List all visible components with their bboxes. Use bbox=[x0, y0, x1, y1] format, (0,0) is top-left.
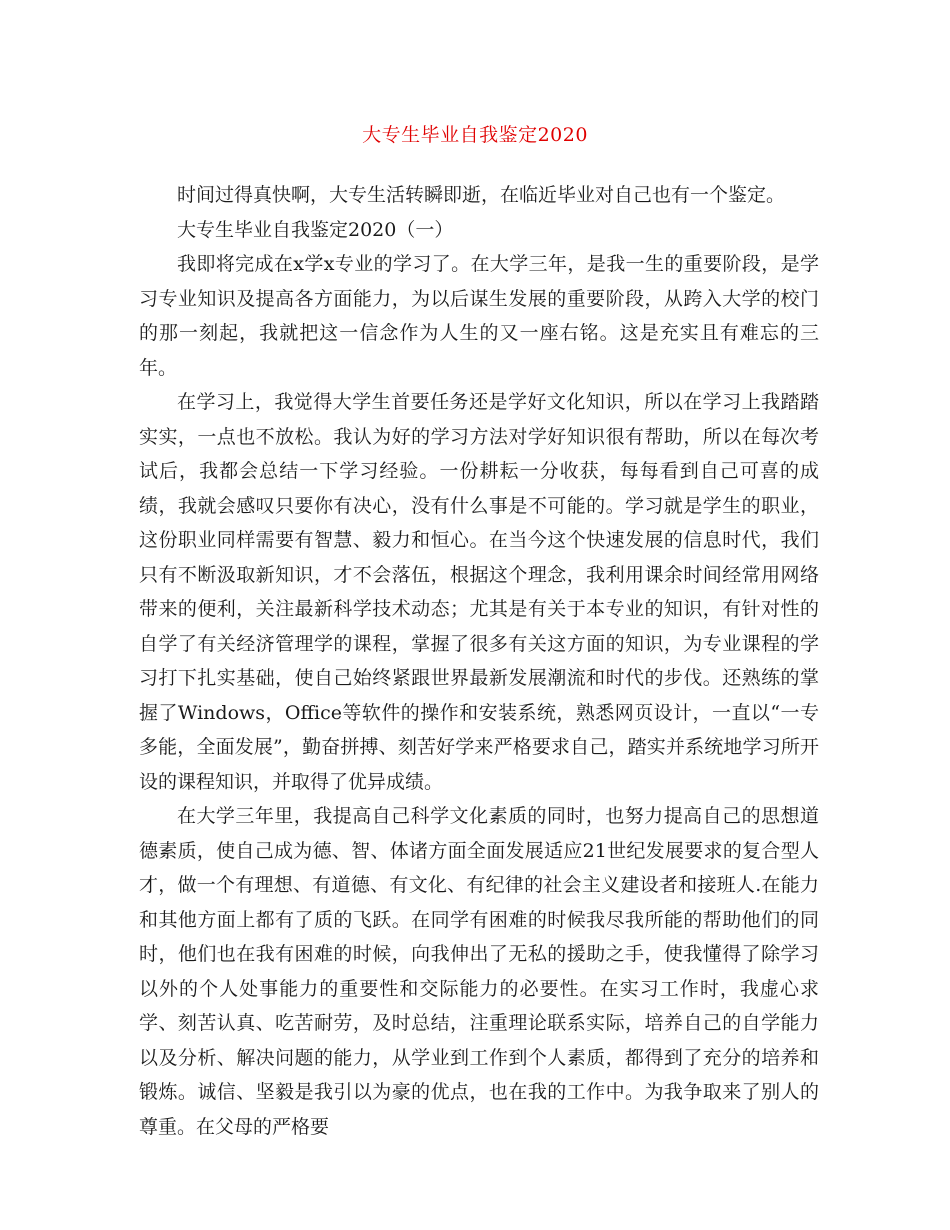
document-body bbox=[139, 178, 819, 1144]
body-paragraph-2: 在学习上，我觉得大学生首要任务还是学好文化知识，所以在学习上我踏踏实实，一点也不放松。我认为好的学习方法对学好知识很有帮助，所以在每次考试后，我都会总结一下学习经验。一份耕耘一分收获，每每看到自己可喜的成绩，我就会感叹只要你有决心，没有什么事是不可能的。学习就是学生的职业，这份职业同样需要有智慧、毅力和恒心。在当今这个快速发展的信息时代，我们只有不断汲取新知识，才不会落伍，根据这个理念，我利用课余时间经常用网络带来的便利，关注最新科学技术动态；尤其是有关于本专业的知识，有针对性的自学了有关经济管理学的课程，掌握了很多有关这方面的知识，为专业课程的学习打下扎实基础，使自己始终紧跟世界最新发展潮流和时代的步伐。还熟练的掌握了Windows，Office等软件的操作和安装系统，熟悉网页设计，一直以“一专多能，全面发展”，勤奋拼搏、刻苦好学来严格要求自己，踏实并系统地学习所开设的课程知识，并取得了优异成绩。 bbox=[139, 391, 819, 793]
intro-paragraph: 时间过得真快啊，大专生活转瞬即逝，在临近毕业对自己也有一个鉴定。 bbox=[177, 184, 786, 206]
document-title: 大专生毕业自我鉴定2020 bbox=[362, 124, 588, 146]
body-paragraph-3: 在大学三年里，我提高自己科学文化素质的同时，也努力提高自己的思想道德素质，使自己成为德、智、体诸方面全面发展适应21世纪发展要求的复合型人才，做一个有理想、有道德、有文化、有纪律的社会主义建设者和接班人.在能力和其他方面上都有了质的飞跃。在同学有困难的时候我尽我所能的帮助他们的同时，他们也在我有困难的时候，向我伸出了无私的援助之手，使我懂得了除学习以外的个人处事能力的重要性和交际能力的必要性。在实习工作时，我虚心求学、刻苦认真、吃苦耐劳，及时总结，注重理论联系实际，培养自己的自学能力以及分析、解决问题的能力，从学业到工作到个人素质，都得到了充分的培养和锻炼。诚信、坚毅是我引以为豪的优点，也在我的工作中。为我争取来了别人的尊重。在父母的严格要 bbox=[139, 805, 819, 1138]
section-heading: 大专生毕业自我鉴定2020（一） bbox=[177, 218, 454, 241]
body-paragraph-1: 我即将完成在x学x专业的学习了。在大学三年，是我一生的重要阶段，是学习专业知识及提高各方面能力，为以后谋生发展的重要阶段，从跨入大学的校门的那一刻起，我就把这一信念作为人生的又一座右铭。这是充实且有难忘的三年。 bbox=[139, 253, 819, 379]
